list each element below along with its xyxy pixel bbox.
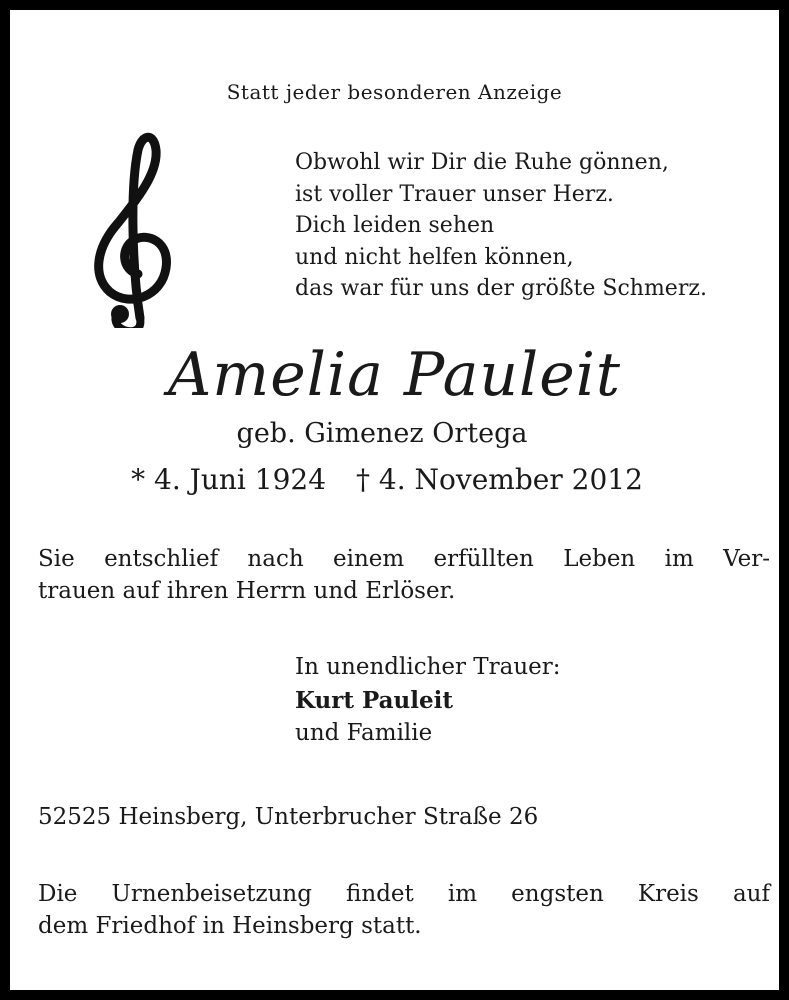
- signoff-family: und Familie: [295, 720, 433, 746]
- funeral-line: dem Friedhof in Heinsberg statt.: [38, 913, 422, 939]
- birth-date: * 4. Juni 1924: [131, 463, 327, 496]
- signoff-intro: In unendlicher Trauer:: [295, 654, 561, 680]
- poem-line: das war für uns der größte Schmerz.: [295, 276, 707, 301]
- signoff-name: Kurt Pauleit: [295, 687, 453, 714]
- message-line: Sie entschlief nach einem erfüllten Leben im Ver-: [38, 546, 770, 572]
- death-date: † 4. November 2012: [356, 463, 643, 496]
- signoff: [295, 651, 561, 750]
- funeral-paragraph: [38, 878, 770, 942]
- address: [38, 801, 770, 833]
- poem-line: ist voller Trauer unser Herz.: [295, 181, 614, 207]
- notice-header: Statt jeder besonderen Anzeige: [226, 80, 563, 104]
- treble-clef-icon: [78, 128, 188, 328]
- message-line: trauen auf ihren Herrn und Erlöser.: [38, 578, 456, 604]
- poem: [295, 147, 707, 305]
- deceased-name: Amelia Pauleit: [167, 340, 622, 410]
- message-paragraph: [38, 543, 770, 607]
- address-line: 52525 Heinsberg, Unterbrucher Straße 26: [38, 804, 539, 830]
- poem-line: Dich leiden sehen: [295, 213, 495, 238]
- life-dates: [10, 463, 764, 496]
- poem-line: und nicht helfen können,: [295, 244, 574, 270]
- maiden-name: geb. Gimenez Ortega: [236, 418, 528, 449]
- poem-line: Obwohl wir Dir die Ruhe gönnen,: [295, 150, 669, 175]
- funeral-line: Die Urnenbeisetzung findet im engsten Kreis auf: [38, 881, 770, 907]
